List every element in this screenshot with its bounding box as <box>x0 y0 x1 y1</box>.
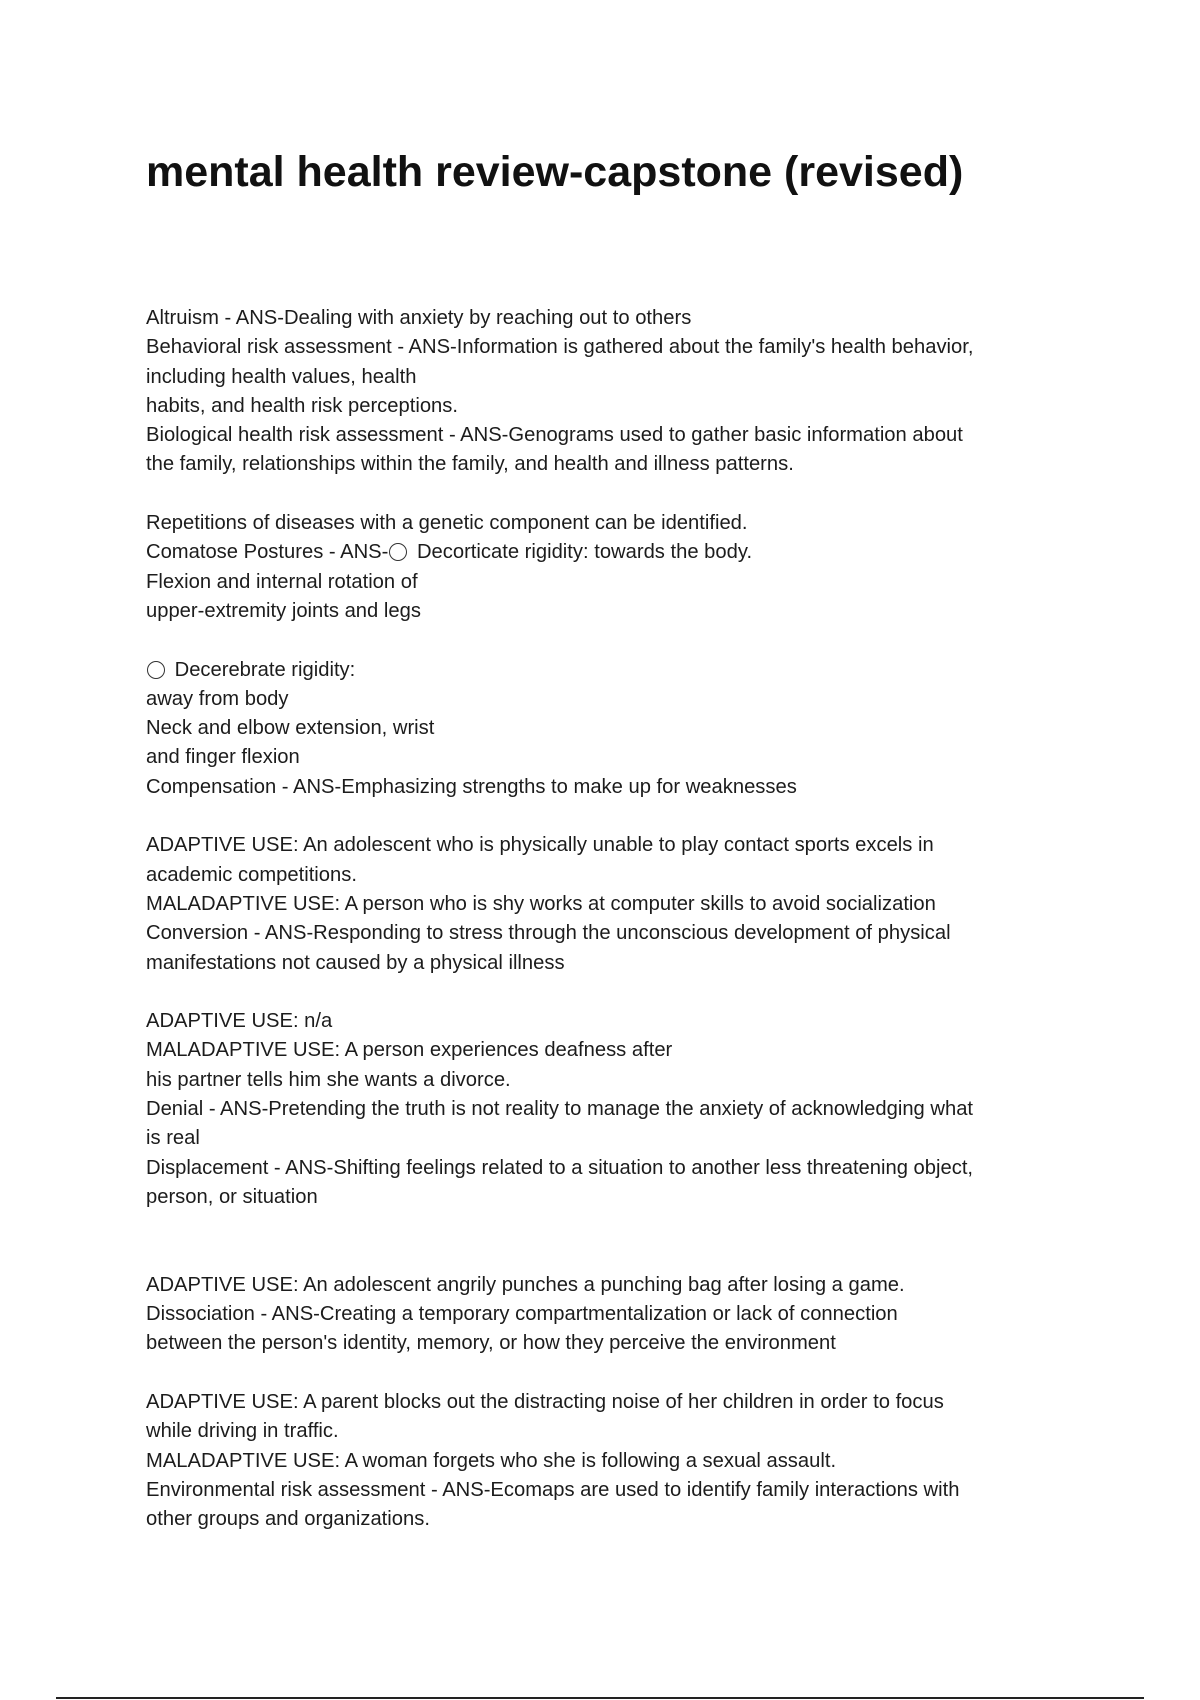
text-line <box>146 1007 1071 1036</box>
line-text: ADAPTIVE USE: An adolescent angrily punches a punching bag after losing a game. <box>146 1273 905 1296</box>
text-line <box>146 450 1071 479</box>
line-text: Dissociation - ANS-Creating a temporary compartmentalization or lack of connection <box>146 1303 898 1326</box>
text-line <box>146 1271 1071 1300</box>
blank-line <box>146 1242 1071 1271</box>
text-line <box>146 861 1071 890</box>
text-line <box>146 597 1071 626</box>
text-line <box>146 714 1071 743</box>
document-title: mental health review-capstone (revised) <box>146 148 964 196</box>
line-text: is real <box>146 1127 200 1150</box>
blank-line <box>146 626 1071 655</box>
text-line <box>146 304 1071 333</box>
text-line <box>146 1388 1071 1417</box>
line-text: upper-extremity joints and legs <box>146 599 421 622</box>
line-text: Biological health risk assessment - ANS-Genograms used to gather basic information about <box>146 424 963 447</box>
line-text: Displacement - ANS-Shifting feelings related to a situation to another less threatening object, <box>146 1156 974 1179</box>
text-line <box>146 773 1071 802</box>
line-text: the family, relationships within the family, and health and illness patterns. <box>146 453 794 476</box>
radio-circle-icon <box>147 661 165 679</box>
line-text: Comatose Postures - ANS- <box>146 541 389 564</box>
line-text: MALADAPTIVE USE: A person experiences deafness after <box>146 1039 673 1062</box>
text-line <box>146 1417 1071 1446</box>
blank-line <box>146 1359 1071 1388</box>
line-text: Environmental risk assessment - ANS-Ecomaps are used to identify family interactions with <box>146 1478 960 1501</box>
line-text: academic competitions. <box>146 863 357 886</box>
page-bottom-rule <box>56 1697 1144 1699</box>
line-text: MALADAPTIVE USE: A woman forgets who she is following a sexual assault. <box>146 1449 837 1472</box>
line-text: person, or situation <box>146 1185 318 1208</box>
line-text: ADAPTIVE USE: An adolescent who is physically unable to play contact sports excels in <box>146 834 934 857</box>
text-line <box>146 1505 1071 1534</box>
text-line <box>146 333 1071 362</box>
line-text-after-icon: Decerebrate rigidity: <box>169 658 356 681</box>
text-line <box>146 509 1071 538</box>
line-text: including health values, health <box>146 365 417 388</box>
line-text: ADAPTIVE USE: A parent blocks out the distracting noise of her children in order to focus <box>146 1390 944 1413</box>
text-line <box>146 831 1071 860</box>
document-body <box>146 304 1071 1534</box>
text-line <box>146 656 1071 685</box>
line-text: between the person's identity, memory, or how they perceive the environment <box>146 1332 836 1355</box>
line-text: manifestations not caused by a physical illness <box>146 951 565 974</box>
line-text: Compensation - ANS-Emphasizing strengths to make up for weaknesses <box>146 775 797 798</box>
text-line <box>146 538 1071 567</box>
text-line <box>146 1300 1071 1329</box>
text-line <box>146 685 1071 714</box>
text-line <box>146 1154 1071 1183</box>
text-line <box>146 392 1071 421</box>
blank-line <box>146 978 1071 1007</box>
line-text: Denial - ANS-Pretending the truth is not reality to manage the anxiety of acknowledging what <box>146 1098 974 1121</box>
line-text: Conversion - ANS-Responding to stress through the unconscious development of physical <box>146 922 951 945</box>
text-line <box>146 919 1071 948</box>
line-text: Neck and elbow extension, wrist <box>146 717 435 740</box>
text-line <box>146 1476 1071 1505</box>
text-line <box>146 1329 1071 1358</box>
text-line <box>146 421 1071 450</box>
line-text: ADAPTIVE USE: n/a <box>146 1010 333 1033</box>
text-line <box>146 949 1071 978</box>
line-text: Behavioral risk assessment - ANS-Information is gathered about the family's health behavior, <box>146 336 974 359</box>
text-line <box>146 1183 1071 1212</box>
line-text: while driving in traffic. <box>146 1420 339 1443</box>
line-text: habits, and health risk perceptions. <box>146 394 458 417</box>
blank-line <box>146 1212 1071 1241</box>
line-text: Altruism - ANS-Dealing with anxiety by reaching out to others <box>146 307 692 329</box>
text-line <box>146 890 1071 919</box>
line-text: and finger flexion <box>146 746 300 769</box>
text-line <box>146 1066 1071 1095</box>
text-line <box>146 568 1071 597</box>
radio-circle-icon <box>389 543 407 561</box>
text-line <box>146 1447 1071 1476</box>
line-text: away from body <box>146 687 289 710</box>
blank-line <box>146 802 1071 831</box>
line-text: his partner tells him she wants a divorce. <box>146 1068 511 1091</box>
line-text: Flexion and internal rotation of <box>146 570 418 593</box>
text-line <box>146 743 1071 772</box>
text-line <box>146 1124 1071 1153</box>
text-line <box>146 1095 1071 1124</box>
text-line <box>146 363 1071 392</box>
blank-line <box>146 480 1071 509</box>
line-text: Repetitions of diseases with a genetic component can be identified. <box>146 512 748 535</box>
line-text-after-icon: Decorticate rigidity: towards the body. <box>411 541 753 564</box>
text-line <box>146 1036 1071 1065</box>
line-text: MALADAPTIVE USE: A person who is shy works at computer skills to avoid socialization <box>146 892 936 915</box>
line-text: other groups and organizations. <box>146 1508 430 1531</box>
